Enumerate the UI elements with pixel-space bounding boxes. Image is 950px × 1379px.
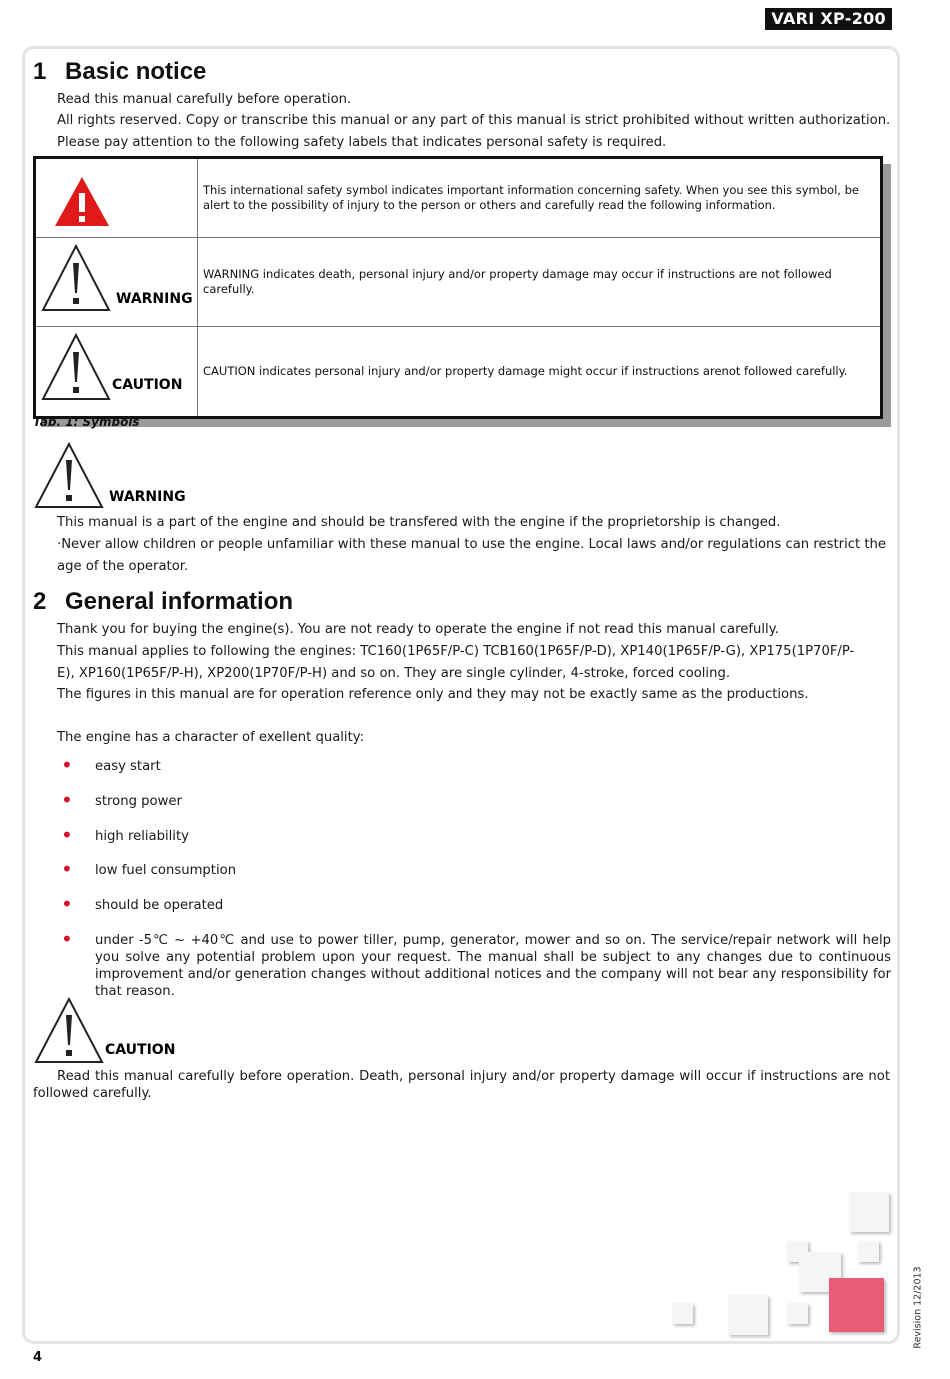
bullet-dot-icon: • bbox=[61, 892, 73, 917]
symbols-table bbox=[33, 156, 883, 419]
symbols-icon-cell bbox=[35, 327, 198, 418]
symbols-row bbox=[35, 158, 882, 238]
symbols-text-cell: This international safety symbol indicates important information concerning safety. When you see this symbol, be alert to the possibility of injury to the person or others and carefully read the following information. bbox=[198, 158, 882, 238]
section-2-line-2: This manual applies to following the engines: TC160(1P65F/P-C) TCB160(1P65F/P-D), XP140(1P65F/P-G), XP175(1P70F/P-E), XP160(1P65F/P-H), XP200(1P70F/P-H) and so on. They are single cylinder, 4-stroke, forced cooling. bbox=[57, 644, 855, 681]
red-warning-triangle-icon bbox=[36, 159, 197, 233]
page-number: 4 bbox=[33, 1350, 43, 1365]
symbols-icon-cell bbox=[35, 238, 198, 327]
decorative-square bbox=[858, 1241, 879, 1262]
section-1-line-3: Please pay attention to the following safety labels that indicates personal safety is required. bbox=[57, 135, 667, 150]
decorative-square bbox=[787, 1303, 808, 1324]
section-2-number: 2 bbox=[33, 588, 47, 615]
caution-text: Read this manual carefully before operation. Death, personal injury and/or property damage will occur if instructions are not followed carefully. bbox=[33, 1069, 890, 1101]
section-2-line-1: Thank you for buying the engine(s). You are not ready to operate the engine if not read this manual carefully. bbox=[57, 622, 779, 637]
quality-intro: The engine has a character of exellent quality: bbox=[57, 730, 365, 745]
list-item bbox=[57, 926, 891, 1000]
symbols-label: CAUTION bbox=[112, 377, 183, 393]
header-badge: VARI XP-200 bbox=[765, 8, 892, 30]
section-1-title: Basic notice bbox=[65, 58, 207, 85]
list-item bbox=[57, 892, 891, 917]
symbols-label: WARNING bbox=[116, 291, 193, 307]
list-item bbox=[57, 753, 891, 777]
list-item-text: strong power bbox=[95, 793, 182, 809]
list-item-text: low fuel consumption bbox=[95, 863, 237, 879]
symbols-row bbox=[35, 327, 882, 418]
warning-triangle-icon bbox=[36, 238, 197, 322]
bullet-dot-icon: • bbox=[61, 787, 73, 812]
list-item-text: high reliability bbox=[95, 828, 189, 844]
caution-block-icon bbox=[33, 996, 193, 1066]
section-2-title: General information bbox=[65, 588, 294, 615]
bullet-dot-icon: • bbox=[61, 753, 73, 777]
warning-block-label: WARNING bbox=[109, 489, 186, 505]
list-item-text: should be operated bbox=[95, 898, 224, 914]
decorative-square-accent bbox=[829, 1278, 884, 1332]
section-1-number: 1 bbox=[33, 58, 47, 85]
caution-block-label: CAUTION bbox=[105, 1042, 176, 1058]
symbols-text-cell: WARNING indicates death, personal injury and/or property damage may occur if instructions are not followed carefully. bbox=[198, 238, 882, 327]
bullet-dot-icon: • bbox=[61, 822, 73, 847]
symbols-icon-cell bbox=[35, 158, 198, 238]
section-2-heading bbox=[33, 588, 293, 616]
decorative-square bbox=[728, 1295, 768, 1335]
section-1-line-2: All rights reserved. Copy or transcribe this manual or any part of this manual is strict prohibited without written authorization. bbox=[57, 113, 891, 128]
section-1-heading bbox=[33, 58, 206, 86]
list-item-text: easy start bbox=[95, 759, 161, 774]
symbols-text-cell: CAUTION indicates personal injury and/or property damage might occur if instructions arenot followed carefully. bbox=[198, 327, 882, 418]
revision-label: Revision 12/2013 bbox=[912, 1266, 924, 1349]
warning-block-icon bbox=[33, 441, 193, 511]
list-item bbox=[57, 822, 891, 847]
list-item bbox=[57, 787, 891, 812]
symbols-row bbox=[35, 238, 882, 327]
caution-triangle-icon bbox=[36, 327, 197, 412]
list-item-text: under -5℃ ~ +40℃ and use to power tiller, pump, generator, mower and so on. The service/repair network will help you solve any potential problem upon your request. The manual shall be subject to any changes due to continuous improvement and/or generation changes without additional notices and the company will not bear any responsibility for that reason. bbox=[95, 932, 891, 999]
warning-line-1: This manual is a part of the engine and should be transfered with the engine if the proprietorship is changed. bbox=[57, 515, 781, 530]
decorative-square bbox=[849, 1192, 889, 1232]
section-1-line-1: Read this manual carefully before operation. bbox=[57, 92, 352, 107]
bullet-dot-icon: • bbox=[61, 926, 73, 951]
table-caption: Tab. 1: Symbols bbox=[33, 415, 140, 429]
quality-list bbox=[57, 753, 891, 1018]
list-item bbox=[57, 857, 891, 882]
warning-line-2: ·Never allow children or people unfamiliar with these manual to use the engine. Local laws and/or regulations can restrict the age of the operator. bbox=[57, 537, 886, 574]
bullet-dot-icon: • bbox=[61, 857, 73, 882]
section-2-line-3: The figures in this manual are for operation reference only and they may not be exactly same as the productions. bbox=[57, 687, 809, 702]
decorative-square bbox=[672, 1303, 693, 1324]
